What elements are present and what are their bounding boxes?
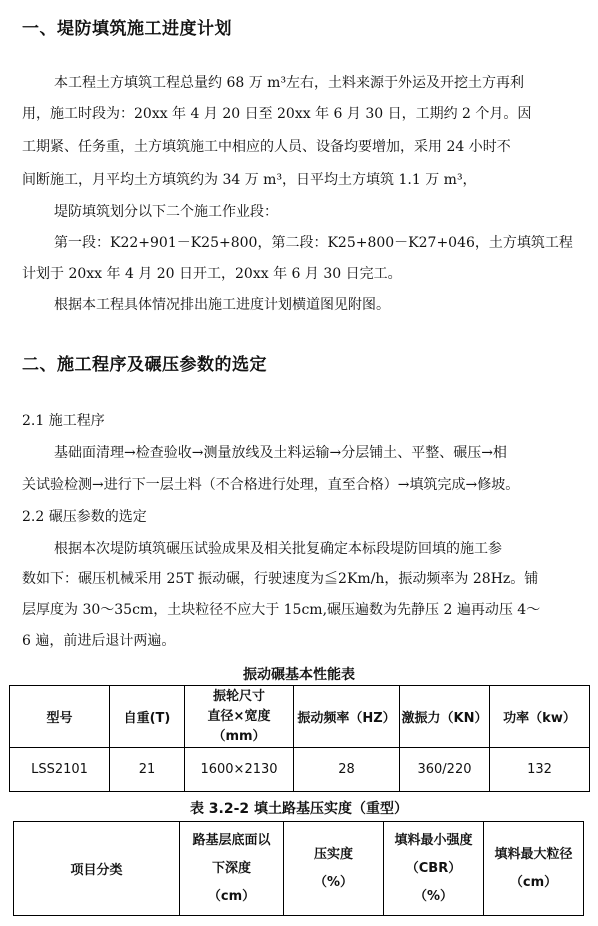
paragraph-line: 6 遍，前进后退计两遍。	[22, 633, 176, 649]
compaction-table	[13, 821, 584, 916]
table-caption: 表 3.2-2 填土路基压实度（重型）	[189, 801, 409, 817]
header-text: （%）	[413, 888, 454, 904]
header-text: 路基层底面以	[192, 832, 271, 848]
table-header-row	[14, 822, 584, 916]
header-min-strength	[384, 822, 484, 916]
header-category: 项目分类	[14, 822, 180, 916]
cell-model: LSS2101	[10, 748, 110, 792]
cell-force: 360/220	[400, 748, 490, 792]
subsection-title: 2.1 施工程序	[22, 413, 105, 429]
header-frequency: 振动频率（HZ）	[294, 686, 400, 748]
cell-weight: 21	[110, 748, 185, 792]
header-text: （cm）	[509, 874, 558, 890]
header-text: （CBR）	[405, 860, 462, 876]
cell-power: 132	[490, 748, 590, 792]
paragraph-line: 数如下：碾压机械采用 25T 振动碾，行驶速度为≦2Km/h，振动频率为 28Hz。铺	[22, 571, 539, 587]
header-power: 功率（kw）	[490, 686, 590, 748]
header-text: 填料最大粒径	[494, 846, 573, 862]
table-row	[10, 748, 590, 792]
header-text: 振轮尺寸	[212, 688, 265, 704]
paragraph-line: 间断施工，月平均土方填筑约为 34 万 m³，日平均土方填筑 1.1 万 m³，	[22, 172, 477, 188]
header-text: （%）	[313, 874, 354, 890]
paragraph-line: 工期紧、任务重，土方填筑施工中相应的人员、设备均要增加，采用 24 小时不	[22, 139, 511, 155]
header-text: 填料最小强度	[394, 832, 473, 848]
header-text: 下深度	[211, 860, 251, 876]
cell-frequency: 28	[294, 748, 400, 792]
paragraph-line: 本工程土方填筑工程总量约 68 万 m³左右，土料来源于外运及开挖土方再利	[54, 75, 525, 91]
header-depth	[180, 822, 284, 916]
paragraph-line: 计划于 20xx 年 4 月 20 日开工，20xx 年 6 月 30 日完工。	[22, 266, 402, 282]
header-text: 直径×宽度	[207, 708, 271, 724]
header-model: 型号	[10, 686, 110, 748]
header-force: 激振力（KN）	[400, 686, 490, 748]
section2-heading: 二、施工程序及碾压参数的选定	[22, 355, 267, 375]
header-text: （cm）	[207, 888, 256, 904]
header-max-grain	[484, 822, 584, 916]
table-caption: 振动碾基本性能表	[243, 667, 355, 683]
header-weight: 自重(T)	[110, 686, 185, 748]
paragraph-line: 层厚度为 30～35cm，土块粒径不应大于 15cm,碾压遍数为先静压 2 遍再动压 4～	[22, 602, 541, 618]
header-wheel-size	[185, 686, 294, 748]
header-text: 压实度	[313, 846, 353, 862]
paragraph-line: 第一段：K22+901－K25+800，第二段：K25+800－K27+046，土方填筑工程	[54, 235, 573, 251]
paragraph-line: 基础面清理→检查验收→测量放线及土料运输→分层铺土、平整、碾压→相	[54, 445, 507, 461]
roller-performance-table	[9, 685, 590, 792]
paragraph-line: 根据本次堤防填筑碾压试验成果及相关批复确定本标段堤防回填的施工参	[54, 541, 502, 557]
subsection-title: 2.2 碾压参数的选定	[22, 509, 147, 525]
paragraph-line: 堤防填筑划分以下二个施工作业段：	[54, 204, 278, 220]
paragraph-line: 用，施工时段为：20xx 年 4 月 20 日至 20xx 年 6 月 30 日，工期约 2 个月。因	[22, 106, 532, 122]
paragraph-line: 关试验检测→进行下一层土料（不合格进行处理，直至合格）→填筑完成→修坡。	[22, 477, 520, 493]
header-text: （mm）	[212, 728, 266, 744]
cell-wheel-size: 1600×2130	[185, 748, 294, 792]
paragraph-line: 根据本工程具体情况排出施工进度计划横道图见附图。	[54, 297, 390, 313]
table-header-row	[10, 686, 590, 748]
header-compaction	[284, 822, 384, 916]
section1-heading: 一、堤防填筑施工进度计划	[22, 19, 232, 39]
